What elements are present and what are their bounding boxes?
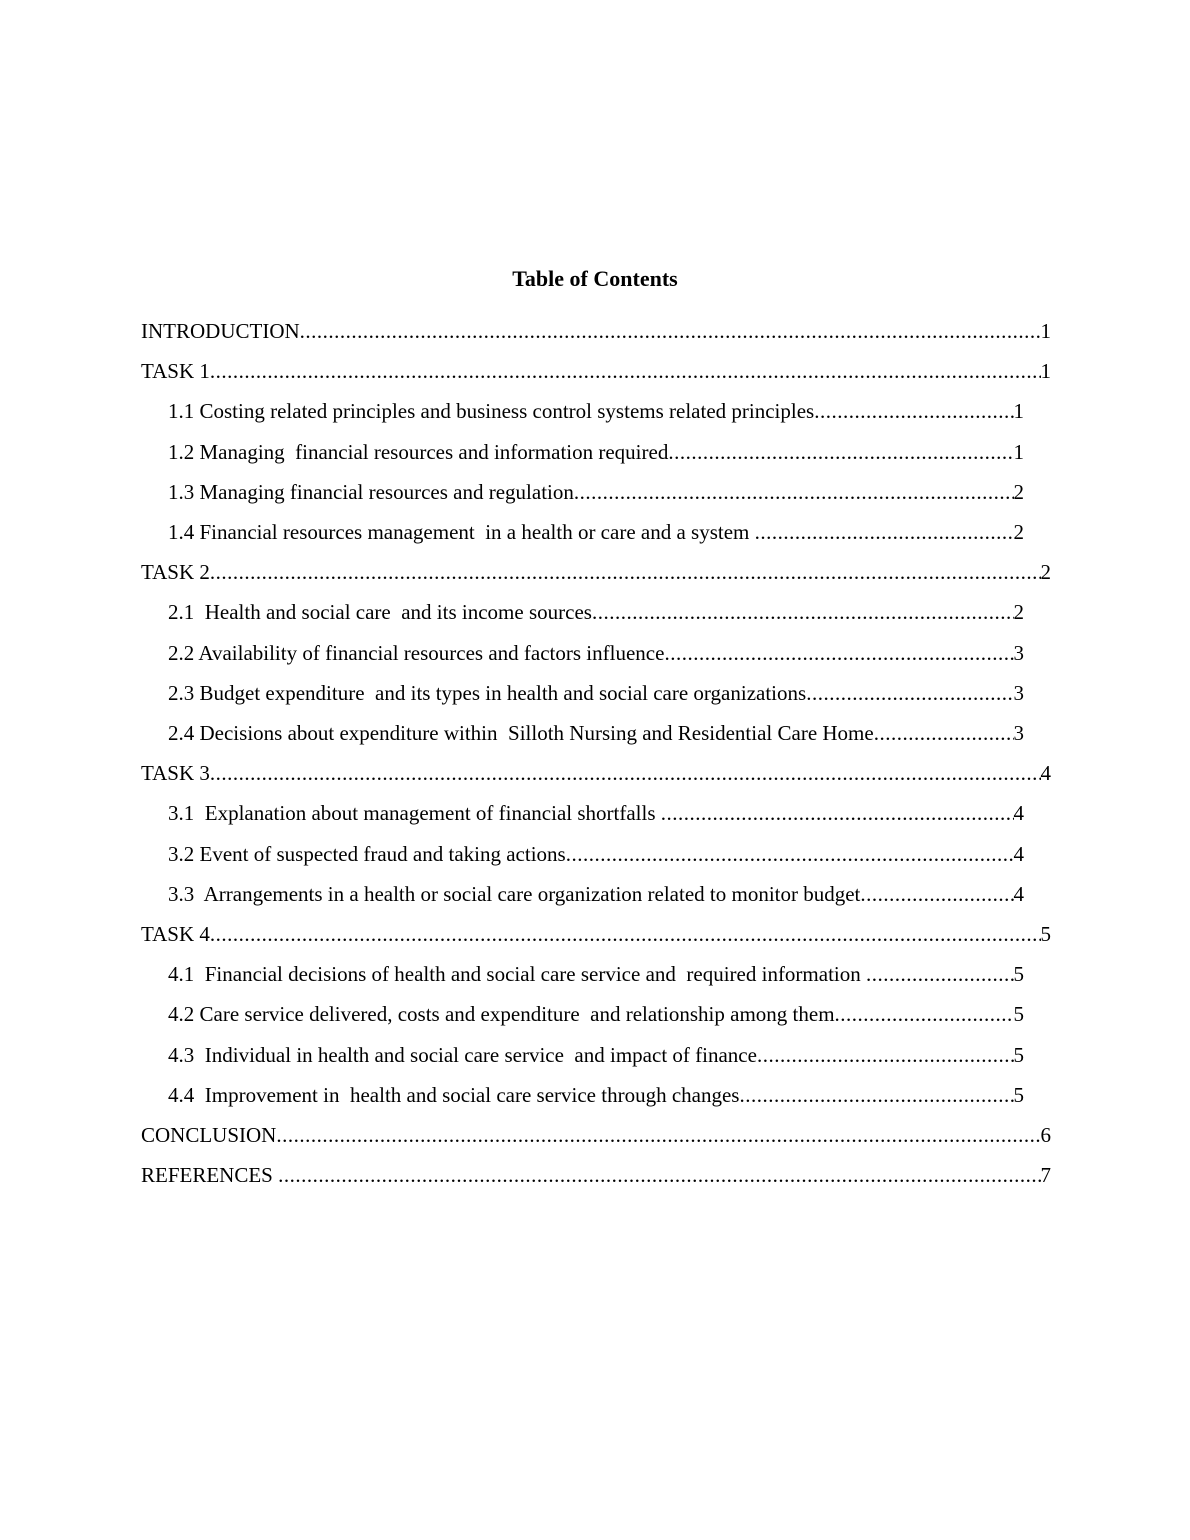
toc-page-number: 3 (1013, 721, 1024, 745)
toc-entry-label: 2.4 Decisions about expenditure within Silloth Nursing and Residential Care Home (168, 721, 874, 745)
toc-entry[interactable] (168, 477, 1024, 507)
toc-dot-leader (210, 919, 1041, 949)
toc-entry-label: 1.3 Managing financial resources and regulation (168, 479, 574, 504)
toc-dot-leader (574, 477, 1014, 507)
toc-page-number: 2 (1040, 560, 1051, 585)
toc-title: Table of Contents (512, 266, 678, 291)
toc-entry[interactable] (168, 718, 1024, 748)
toc-entry-label: 2.2 Availability of financial resources and factors influence (168, 640, 665, 665)
toc-page-number: 4 (1013, 841, 1024, 866)
toc-entry-label: 2.3 Budget expenditure and its types in health and social care organizations (168, 680, 807, 705)
toc-entry[interactable] (168, 638, 1024, 668)
toc-entry-label: TASK 2 (141, 560, 210, 585)
toc-dot-leader (814, 396, 1013, 426)
toc-entry-label: 3.3 Arrangements in a health or social care organization related to monitor budget (168, 881, 861, 906)
toc-entry-label: 4.4 Improvement in health and social care service through changes (168, 1082, 740, 1107)
toc-page-number: 5 (1013, 962, 1024, 987)
toc-dot-leader (210, 356, 1041, 386)
toc-page-number: 7 (1040, 1163, 1051, 1188)
toc-entry-label: 4.3 Individual in health and social care service and impact of finance (168, 1042, 757, 1067)
toc-entry-label: 1.1 Costing related principles and business control systems related principles (168, 399, 815, 424)
toc-entry[interactable] (141, 758, 1051, 788)
toc-entry-label: 1.4 Financial resources management in a health or care and a system (168, 520, 755, 544)
toc-entry[interactable] (168, 999, 1024, 1029)
toc-entry-label: 1.2 Managing financial resources and information required (168, 439, 669, 464)
toc-page-number: 2 (1013, 600, 1024, 625)
toc-entry-label: INTRODUCTION (141, 319, 300, 343)
toc-page-number: 5 (1040, 922, 1051, 946)
toc-entry[interactable] (168, 597, 1024, 627)
toc-dot-leader (806, 678, 1013, 708)
toc-entry-label: TASK 1 (141, 359, 210, 384)
toc-dot-leader (866, 959, 1013, 989)
toc-entry[interactable] (141, 356, 1051, 386)
toc-entry-label: 2.1 Health and social care and its income sources (168, 600, 592, 625)
toc-entry[interactable] (168, 396, 1024, 426)
toc-page-number: 3 (1013, 680, 1024, 705)
toc-entry-label: TASK 3 (141, 761, 210, 786)
toc-entry-label: 3.1 Explanation about management of financial shortfalls (168, 801, 661, 826)
toc-entry[interactable] (168, 839, 1024, 869)
toc-entry[interactable] (168, 1040, 1024, 1070)
toc-dot-leader (664, 638, 1013, 668)
toc-page-number: 5 (1013, 1082, 1024, 1107)
toc-entry[interactable] (168, 959, 1024, 989)
toc-entry[interactable] (141, 1120, 1051, 1150)
toc-entry[interactable] (168, 879, 1024, 909)
toc-page-number: 1 (1013, 399, 1024, 424)
toc-dot-leader (755, 517, 1014, 547)
toc-entry-label: 3.2 Event of suspected fraud and taking actions (168, 841, 566, 866)
toc-dot-leader (860, 879, 1013, 909)
toc-entry[interactable] (168, 437, 1024, 467)
toc-page-number: 4 (1013, 881, 1024, 906)
toc-page-number: 3 (1013, 640, 1024, 665)
toc-dot-leader (276, 1120, 1040, 1150)
toc-dot-leader (210, 557, 1041, 587)
toc-entry-label: REFERENCES (141, 1163, 279, 1188)
toc-page-number: 6 (1040, 1123, 1051, 1147)
toc-dot-leader (739, 1080, 1013, 1110)
toc-entry[interactable] (168, 517, 1024, 547)
toc-page-number: 5 (1013, 1002, 1024, 1027)
toc-page-number: 4 (1013, 801, 1024, 826)
toc-page-number: 2 (1013, 520, 1024, 544)
toc-entry[interactable] (141, 1160, 1051, 1190)
toc-entry[interactable] (141, 316, 1051, 346)
toc-dot-leader (210, 758, 1041, 788)
toc-entry[interactable] (168, 798, 1024, 828)
toc-entry[interactable] (168, 1080, 1024, 1110)
toc-page-number: 2 (1013, 479, 1024, 504)
toc-entry-label: 4.2 Care service delivered, costs and expenditure and relationship among them (168, 1002, 835, 1027)
toc-page-number: 4 (1040, 761, 1051, 786)
toc-dot-leader (668, 437, 1013, 467)
toc-dot-leader (300, 316, 1041, 346)
toc-dot-leader (278, 1160, 1040, 1190)
toc-page-number: 1 (1013, 439, 1024, 464)
toc-entry-label: 4.1 Financial decisions of health and social care service and required information (168, 962, 867, 987)
toc-entry[interactable] (168, 678, 1024, 708)
toc-dot-leader (661, 798, 1014, 828)
toc-entry-label: TASK 4 (141, 922, 210, 946)
toc-page-number: 1 (1040, 319, 1051, 343)
toc-entry[interactable] (141, 919, 1051, 949)
toc-entry[interactable] (141, 557, 1051, 587)
toc-dot-leader (757, 1040, 1014, 1070)
toc-page-number: 1 (1040, 359, 1051, 384)
toc-dot-leader (874, 718, 1014, 748)
toc-dot-leader (566, 839, 1014, 869)
toc-dot-leader (592, 597, 1014, 627)
toc-page-number: 5 (1013, 1042, 1024, 1067)
toc-entry-label: CONCLUSION (141, 1123, 277, 1147)
toc-dot-leader (835, 999, 1014, 1029)
